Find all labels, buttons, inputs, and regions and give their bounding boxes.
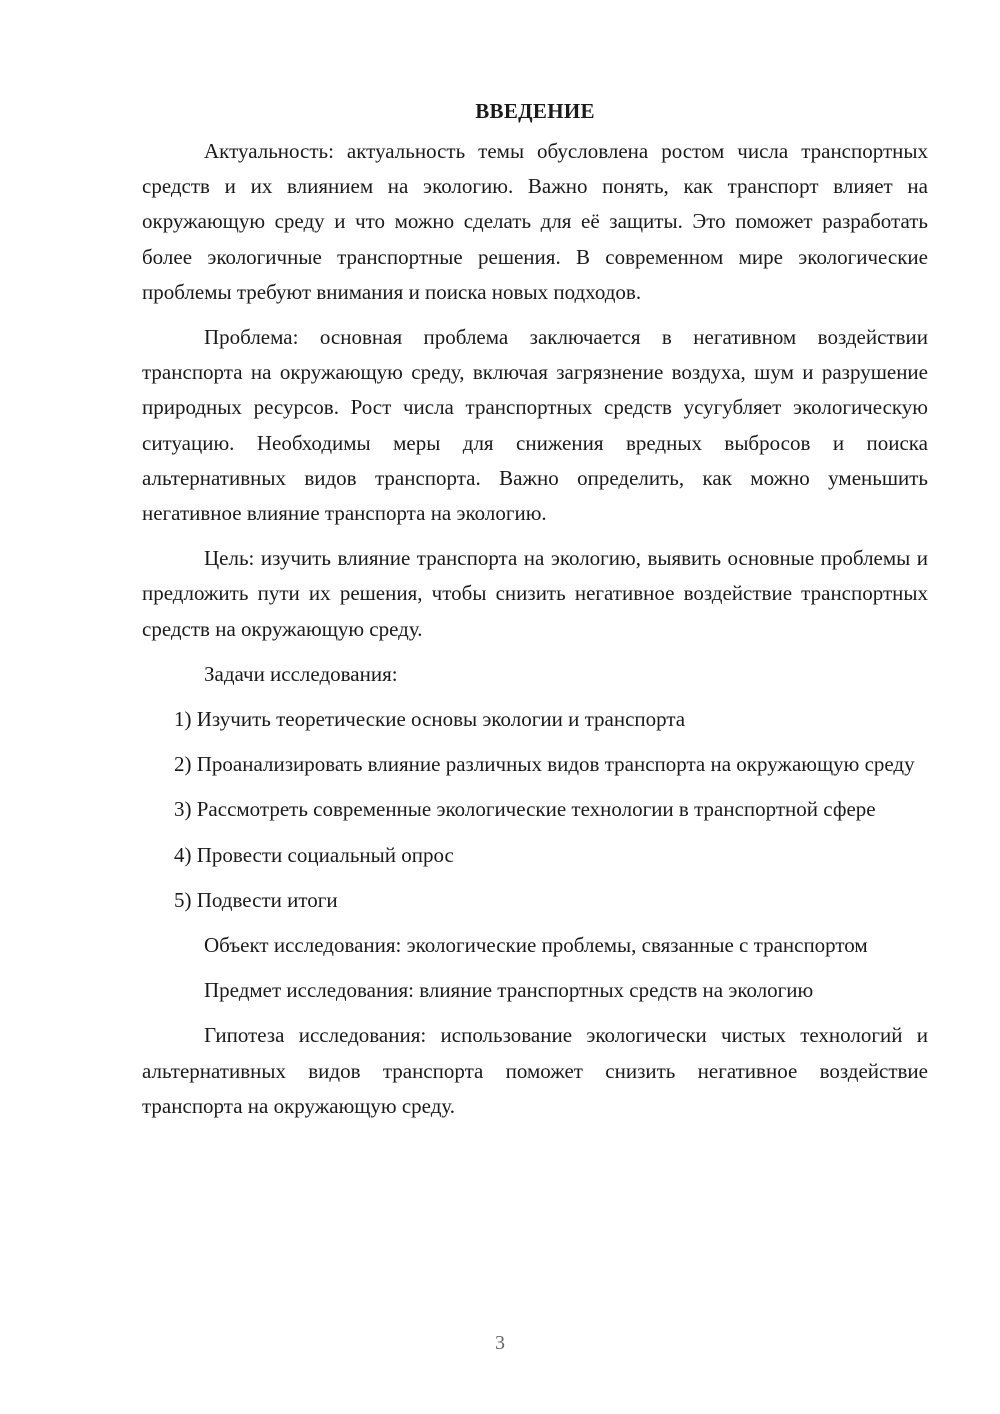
task-item-5: 5) Подвести итоги bbox=[174, 887, 338, 912]
paragraph-goal: Цель: изучить влияние транспорта на экологию, выявить основные проблемы и предложить пути их решения, чтобы снизить негативное воздействие транспортных средств на окружающую среду. bbox=[142, 546, 928, 641]
document-page bbox=[142, 96, 928, 1134]
paragraph-hypothesis: Гипотеза исследования: использование экологически чистых технологий и альтернативных видов транспорта поможет снизить негативное воздействие транспорта на окружающую среду. bbox=[142, 1023, 928, 1118]
task-item-1: 1) Изучить теоретические основы экологии и транспорта bbox=[174, 707, 686, 732]
paragraph-object: Объект исследования: экологические проблемы, связанные с транспортом bbox=[204, 933, 868, 958]
paragraph-tasks-heading: Задачи исследования: bbox=[204, 661, 398, 686]
page-number: 3 bbox=[495, 1332, 505, 1354]
task-item-2: 2) Проанализировать влияние различных видов транспорта на окружающую среду bbox=[174, 752, 915, 777]
section-title: ВВЕДЕНИЕ bbox=[475, 99, 595, 123]
paragraph-subject: Предмет исследования: влияние транспортных средств на экологию bbox=[204, 978, 814, 1003]
paragraph-problem: Проблема: основная проблема заключается в негативном воздействии транспорта на окружающую среду, включая загрязнение воздуха, шум и разрушение природных ресурсов. Рост числа транспортных средств усугубляет экологическую ситуацию. Необходимы меры для снижения вредных выбросов и поиска альтернативных видов транспорта. Важно определить, как можно уменьшить негативное влияние транспорта на экологию. bbox=[142, 325, 928, 526]
paragraph-relevance: Актуальность: актуальность темы обусловлена ростом числа транспортных средств и их влиянием на экологию. Важно понять, как транспорт влияет на окружающую среду и что можно сделать для её защиты. Это поможет разработать более экологичные транспортные решения. В современном мире экологические проблемы требуют внимания и поиска новых подходов. bbox=[142, 139, 928, 304]
task-item-3: 3) Рассмотреть современные экологические технологии в транспортной сфере bbox=[174, 797, 876, 822]
task-item-4: 4) Провести социальный опрос bbox=[174, 842, 454, 867]
